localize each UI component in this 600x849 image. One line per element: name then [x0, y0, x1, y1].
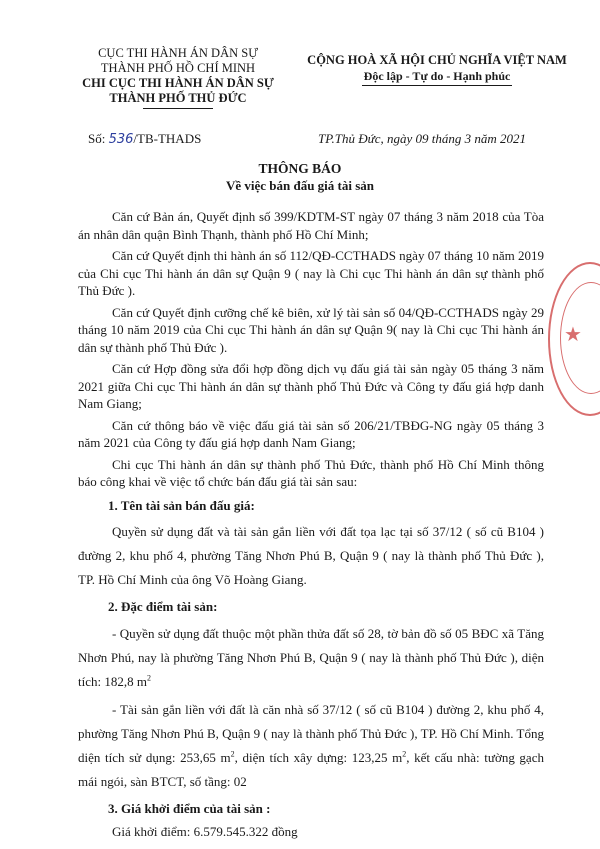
nation-name: CỘNG HOÀ XÃ HỘI CHỦ NGHĨA VIỆT NAM — [307, 53, 567, 67]
document-title: THÔNG BÁO — [258, 161, 342, 176]
official-seal-stamp — [548, 262, 600, 416]
document-body — [78, 208, 544, 845]
paragraph-starting-price: Giá khởi điểm: 6.579.545.322 đồng — [112, 824, 298, 839]
land-use-text: - Quyền sử dụng đất thuộc một phần thửa đất số 28, tờ bản đồ số 05 BĐC xã Tăng Nhơn Phú, nay là phường Tăng Nhơn Phú B, Quận 9 ( nay là thành phố Thủ Đức ), diện tích: 182,8 m — [78, 625, 544, 689]
document-subject: Về việc bán đấu giá tài sản — [225, 178, 375, 193]
national-header — [292, 52, 582, 86]
house-text-c: , kết cấu nhà: tường gạch mái ngói, sàn BTCT, số tầng: 02 — [78, 749, 544, 789]
land-area-unit-exponent: 2 — [146, 673, 151, 683]
usage-area-unit-exponent: 2 — [230, 749, 235, 759]
heading-starting-price: 3. Giá khởi điểm của tài sản : — [108, 800, 271, 816]
heading-asset-features: 2. Đặc điểm tài sản: — [108, 599, 218, 614]
house-text-a: - Tài sản gắn liền với đất là căn nhà số 37/12 ( số cũ B104 ) đường 2, khu phố 4, phường Tăng Nhơn Phú B, Quận 9 ( nay là thành phố Thủ Đức ), TP. Hồ Chí Minh. Tổng diện tích sử dụng: 253,65 m — [78, 701, 544, 765]
office-line-2: THÀNH PHỐ THỦ ĐỨC — [109, 91, 247, 105]
motto-underline — [362, 85, 512, 86]
doc-number-prefix: Số: — [88, 131, 109, 146]
paragraph-basis-5: Căn cứ thông báo về việc đấu giá tài sản số 206/21/TBĐG-NG ngày 05 tháng 3 năm 2021 của Công ty đấu giá hợp danh Nam Giang; — [78, 417, 544, 450]
paragraph-basis-4: Căn cứ Hợp đồng sửa đổi hợp đồng dịch vụ đấu giá tài sản ngày 05 tháng 3 năm 2021 giữa Chi cục Thi hành án dân sự thành phố Thủ Đức và Công ty đấu giá hợp danh Nam Giang; — [78, 361, 544, 411]
paragraph-land-use — [78, 622, 544, 694]
heading-asset-name: 1. Tên tài sản bán đấu giá: — [108, 497, 255, 513]
seal-star-icon: ★ — [564, 322, 582, 346]
paragraph-asset-name: Quyền sử dụng đất và tài sản gắn liền với đất tọa lạc tại số 37/12 ( số cũ B104 ) đường 2, khu phố 4, phường Tăng Nhơn Phú B, Quận 9 ( nay là thành phố Thủ Đức ), TP. Hồ Chí Minh của ông Võ Hoàng Giang. — [78, 524, 544, 587]
doc-number-suffix: /TB-THADS — [133, 131, 202, 146]
office-line-1: CHI CỤC THI HÀNH ÁN DÂN SỰ — [82, 76, 274, 90]
date-line: TP.Thủ Đức, ngày 09 tháng 3 năm 2021 — [318, 131, 526, 146]
national-motto: Độc lập - Tự do - Hạnh phúc — [363, 69, 511, 83]
house-text-b: , diện tích xây dựng: 123,25 m — [234, 749, 403, 765]
build-area-unit-exponent: 2 — [402, 749, 407, 759]
paragraph-basis-2: Căn cứ Quyết định thi hành án số 112/QĐ-CCTHADS ngày 07 tháng 10 năm 2019 của Chi cục Thi hành án dân sự Quận 9 ( nay là Chi cục Thi hành án dân sự thành phố Thủ Đức ). — [78, 248, 544, 298]
agency-line-2: THÀNH PHỐ HỒ CHÍ MINH — [100, 61, 256, 75]
agency-underline — [143, 108, 213, 109]
agency-line-1: CỤC THI HÀNH ÁN DÂN SỰ — [98, 46, 258, 60]
paragraph-basis-1: Căn cứ Bản án, Quyết định số 399/KDTM-ST ngày 07 tháng 3 năm 2018 của Tòa án nhân dân quận Bình Thạnh, thành phố Hồ Chí Minh; — [78, 209, 544, 242]
issuing-agency — [58, 46, 298, 109]
document-number — [88, 131, 201, 147]
paragraph-announcement: Chi cục Thi hành án dân sự thành phố Thủ Đức, thành phố Hồ Chí Minh thông báo công khai về việc tổ chức bán đấu giá tài sản sau: — [78, 456, 544, 489]
paragraph-house — [78, 698, 544, 794]
doc-number-handwritten: 536 — [108, 132, 134, 147]
paragraph-basis-3: Căn cứ Quyết định cưỡng chế kê biên, xử lý tài sản số 04/QĐ-CCTHADS ngày 29 tháng 10 năm 2019 của Chi cục Thi hành án dân sự Quận 9( nay là Chi cục Thi hành án dân sự thành phố Thủ Đức ). — [78, 304, 544, 355]
